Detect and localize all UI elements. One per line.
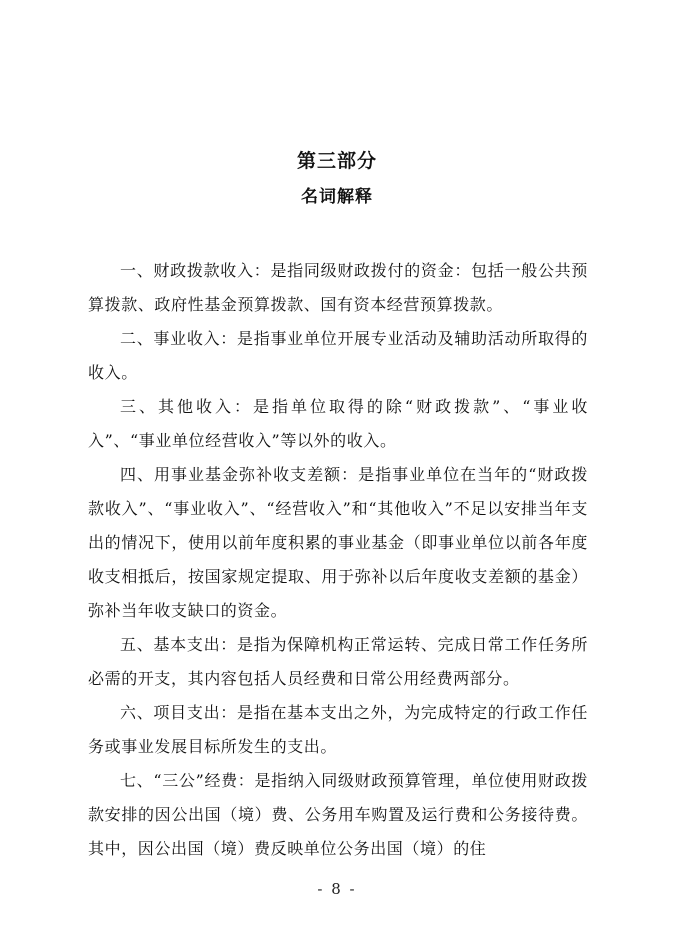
- paragraph-fiscal-appropriation-income: 一、财政拨款收入：是指同级财政拨付的资金：包括一般公共预算拨款、政府性基金预算拨款、国有资本经营预算拨款。: [88, 261, 588, 314]
- paragraph-basic-expenditure: 五、基本支出：是指为保障机构正常运转、完成日常工作任务所必需的开支，其内容包括人员经费和日常公用经费两部分。: [88, 635, 588, 688]
- paragraph-business-fund-offset: 四、用事业基金弥补收支差额：是指事业单位在当年的“财政拨款收入”、“事业收入”、“经营收入”和“其他收入”不足以安排当年支出的情况下，使用以前年度积累的事业基金（即事业单位以前各年度收支相抵后，按国家规定提取、用于弥补以后年度收支差额的基金）弥补当年收支缺口的资金。: [88, 465, 588, 620]
- part-title: 第三部分: [296, 150, 377, 172]
- paragraph-business-income: 二、事业收入：是指事业单位开展专业活动及辅助活动所取得的收入。: [88, 329, 588, 382]
- paragraph-three-public-expenses: 七、“三公”经费：是指纳入同级财政预算管理，单位使用财政拨款安排的因公出国（境）费、公务用车购置及运行费和公务接待费。其中，因公出国（境）费反映单位公务出国（境）的住: [88, 771, 588, 858]
- paragraph-project-expenditure: 六、项目支出：是指在基本支出之外，为完成特定的行政工作任务或事业发展目标所发生的支出。: [88, 703, 588, 756]
- page-number: - 8 -: [317, 880, 357, 898]
- paragraph-other-income: 三、其他收入：是指单位取得的除“财政拨款”、“事业收入”、“事业单位经营收入”等以外的收入。: [88, 397, 588, 450]
- document-body: [88, 254, 588, 866]
- section-title: 名词解释: [301, 187, 373, 207]
